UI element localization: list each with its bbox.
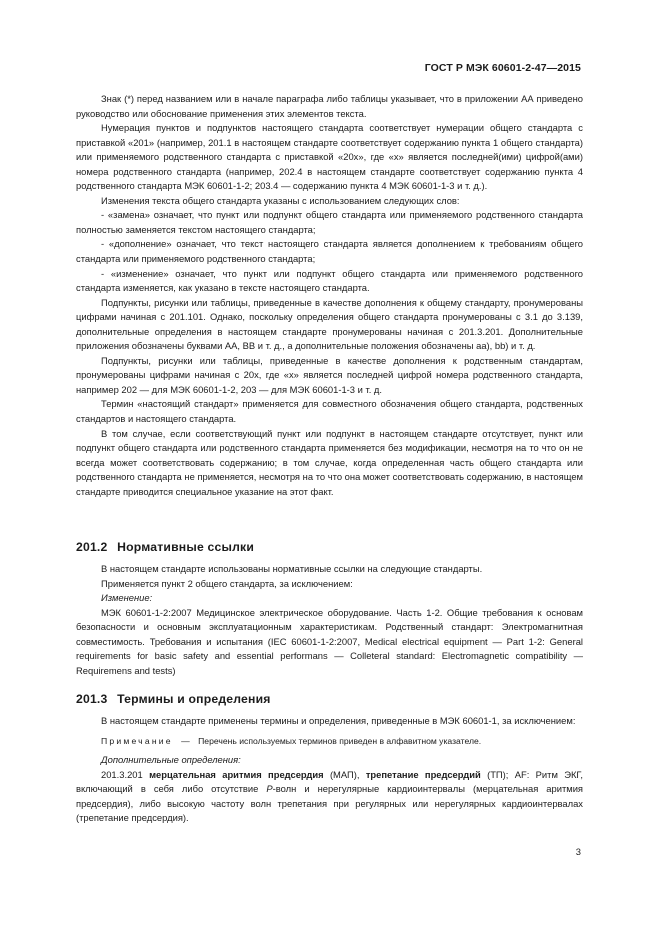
intro-list-item: - «замена» означает, что пункт или подпункт общего стандарта или применяемого родственного стандарта полностью заменяется текстом настоящего стандарта; (76, 209, 583, 235)
intro-paragraph: Подпункты, рисунки или таблицы, приведенные в качестве дополнения к общему стандарту, пронумерованы цифрами начиная с 201.101. Однако, поскольку определения общего стандарта пронумерованы с 3.1 до 3.139, дополнительные определения в настоящем стандарте пронумерованы начиная с 201.3.201. Дополнительные приложения обозначены буквами АА, ВВ и т. д., а дополнительные положения обозначены аа), bb) и т. д. (76, 296, 583, 352)
refs-paragraph: В настоящем стандарте использованы нормативные ссылки на следующие стандарты. (101, 563, 483, 574)
note-label: Примечание (101, 735, 173, 746)
intro-paragraph: В том случае, если соответствующий пункт или подпункт в настоящем стандарте отсутствует, пункт или подпункт общего стандарта или родственного стандарта применяется без модификации, несмотря на то что он не всегда может соответствовать содержанию; в том случае, когда определенная часть общего стандарта или родственного стандарта не применяется, несмотря на то что она может соответствовать содержанию, в настоящем стандарте приводится специальное указание на этот факт. (76, 427, 583, 497)
definition-text: -волн и нерегулярные кардиоинтервалы (мерцательная аритмия предсердия), либо высокую частоту волн трепетания при регулярных или нерегулярных кардиоинтервалах (трепетание предсердия). (76, 783, 584, 824)
note-dash: — (181, 735, 190, 746)
intro-list-item: - «дополнение» означает, что текст настоящего стандарта является дополнением к требованиям общего стандарта или применяемого родственного стандарта; (76, 238, 583, 265)
refs-paragraph: Применяется пункт 2 общего стандарта, за исключением: (101, 577, 353, 589)
normative-refs-block (76, 562, 583, 678)
definition-number: 201.3.201 (101, 768, 143, 780)
intro-paragraph: Изменения текста общего стандарта указаны с использованием следующих слов: (101, 194, 460, 206)
change-label: Изменение: (101, 592, 153, 604)
definition-p-letter: P (266, 783, 273, 795)
page-number: 3 (575, 846, 581, 857)
intro-paragraph: Знак (*) перед названием или в начале параграфа либо таблицы указывает, что в приложении АА приведено руководство или обоснование применения этих элементов текста. (76, 93, 583, 119)
definition-201-3-201 (76, 768, 583, 826)
note (76, 734, 583, 749)
section-title: Термины и определения (117, 692, 271, 706)
section-title: Нормативные ссылки (117, 540, 255, 554)
definition-abbr: (ТП); AF: Ритм ЭКГ, включающий в себя либо отсутствие (76, 768, 583, 795)
section-number: 201.3 (76, 692, 108, 706)
definition-term: мерцательная аритмия предсердия (149, 768, 324, 780)
section-heading-normative-refs (76, 540, 254, 554)
intro-block (76, 92, 583, 499)
section-heading-terms (76, 692, 271, 706)
standard-header: ГОСТ Р МЭК 60601-2-47—2015 (424, 62, 581, 74)
additional-definitions-label: Дополнительные определения: (101, 754, 241, 766)
intro-paragraph: Нумерация пунктов и подпунктов настоящего стандарта соответствует нумерации общего стандарта с приставкой «201» (например, 201.1 в настоящем стандарте соответствует содержанию пункта 1 общего стандарта) или применяемого родственного стандарта с приставкой «20x», где «x» является последней(ими) цифрой(ами) номера родственного стандарта (например, 202.4 в настоящем стандарте соответствует содержанию пункта 4 родственного стандарта МЭК 60601-1-2; 203.4 — содержанию пункта 4 МЭК 60601-1-3 и т. д.). (76, 122, 583, 192)
terms-block (76, 714, 583, 826)
note-text: Перечень используемых терминов приведен в алфавитном указателе. (198, 735, 482, 746)
terms-paragraph: В настоящем стандарте применены термины и определения, приведенные в МЭК 60601-1, за исключением: (101, 715, 576, 726)
definition-term: трепетание предсердий (365, 768, 481, 780)
intro-paragraph: Подпункты, рисунки или таблицы, приведенные в качестве дополнения к родственным стандартам, пронумерованы цифрами начиная с 20x, где «x» является последней цифрой номера родственного стандарта, например 202 — для МЭК 60601-1-2, 203 — для МЭК 60601-1-3 и т. д. (76, 354, 583, 395)
intro-paragraph: Термин «настоящий стандарт» применяется для совместного обозначения общего стандарта, родственных стандартов и настоящего стандарта. (76, 398, 583, 425)
definition-abbr: (МАП), (329, 768, 360, 780)
section-number: 201.2 (76, 540, 108, 554)
refs-paragraph: МЭК 60601-1-2:2007 Медицинское электрическое оборудование. Часть 1-2. Общие требования к основам безопасности и основным эксплуатационным характеристикам. Родственный стандарт: Электромагнитная совместимость. Требования и испытания (IEC 60601-1-2:2007, Medical electrical equipment — Part 1-2: General requirements for basic safety and essential performans — Colleteral standard: Electromagnetic compatibility — Requiremens and tests) (76, 606, 583, 676)
intro-list-item: - «изменение» означает, что пункт или подпункт общего стандарта или применяемого родственного стандарта изменяется, как указано в тексте настоящего стандарта. (76, 267, 583, 294)
